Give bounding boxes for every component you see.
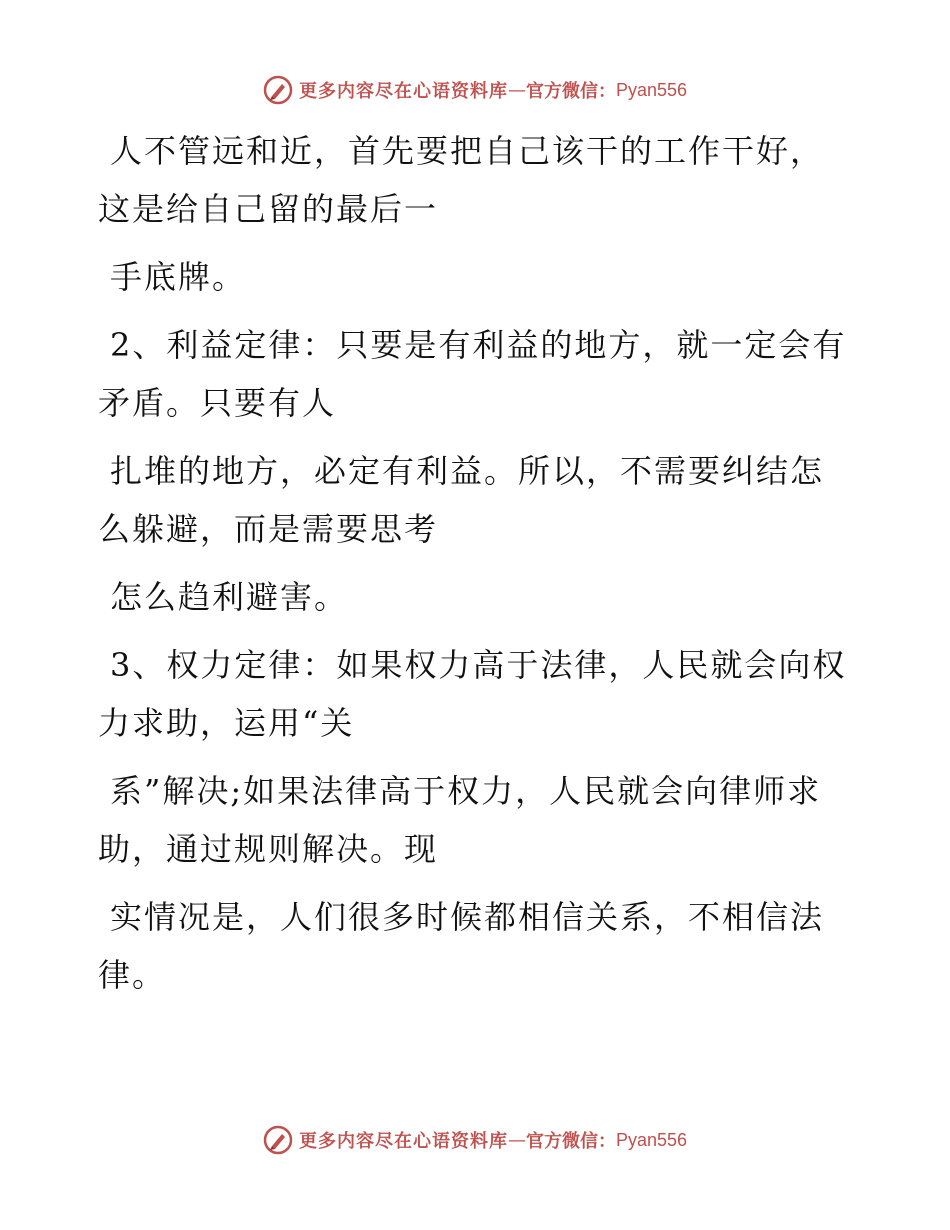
- footer-account: Pyan556: [615, 1129, 688, 1150]
- body-line: 系”解决;如果法律高于权力，人民就会向律师求: [110, 772, 822, 810]
- body-line: 人不管远和近，首先要把自己该干的工作干好，: [110, 132, 825, 170]
- body-line: 2、利益定律：只要是有利益的地方，就一定会有: [110, 326, 847, 364]
- body-line: 怎么趋利避害。: [110, 578, 349, 616]
- header-watermark: [0, 70, 950, 110]
- body-line: 力求助，运用“关: [98, 704, 355, 742]
- pen-logo-icon: [263, 75, 293, 105]
- body-line: 实情况是，人们很多时候都相信关系，不相信法: [110, 898, 825, 936]
- body-line: 律。: [98, 956, 167, 994]
- header-separator: —: [507, 79, 526, 101]
- body-line: 矛盾。只要有人: [98, 384, 337, 422]
- body-line: 手底牌。: [110, 258, 247, 296]
- body-line: 么躲避，而是需要思考: [98, 510, 439, 548]
- header-brand: 更多内容尽在心语资料库: [298, 81, 508, 102]
- footer-brand: 更多内容尽在心语资料库: [298, 1131, 508, 1152]
- footer-official-label: 官方微信：: [525, 1131, 616, 1152]
- body-line: 这是给自己留的最后一: [98, 190, 439, 228]
- footer-separator: —: [507, 1129, 526, 1151]
- pen-logo-icon: [263, 1125, 293, 1155]
- body-line: 3、权力定律：如果权力高于法律，人民就会向权: [110, 646, 847, 684]
- header-official-label: 官方微信：: [525, 81, 616, 102]
- document-body: [98, 122, 858, 1004]
- footer-watermark: [0, 1120, 950, 1160]
- body-line: 扎堆的地方，必定有利益。所以，不需要纠结怎: [110, 452, 825, 490]
- body-line: 助，通过规则解决。现: [98, 830, 439, 868]
- header-account: Pyan556: [615, 79, 688, 100]
